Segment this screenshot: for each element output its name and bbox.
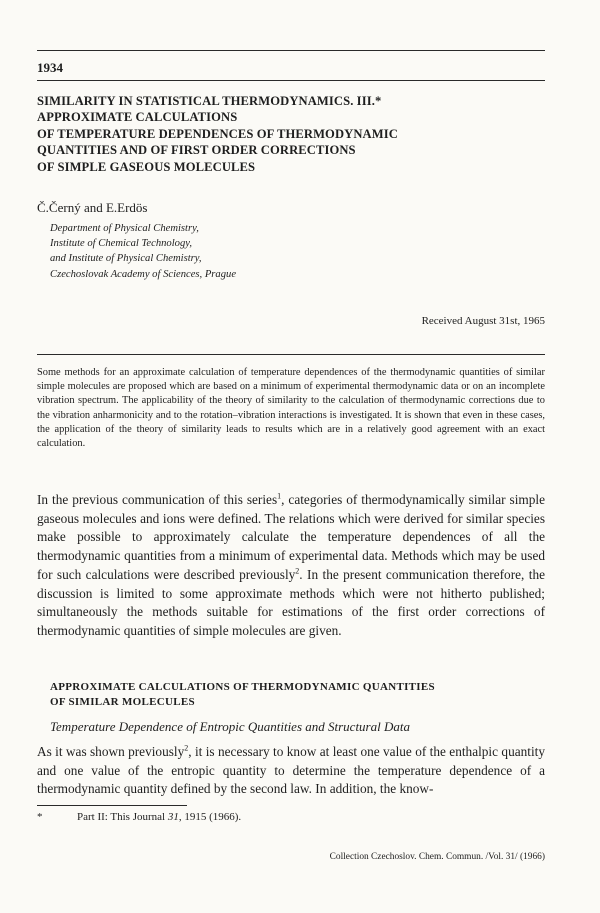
received-date: Received August 31st, 1965 xyxy=(421,315,545,327)
footnote-mark: * xyxy=(37,811,43,823)
affiliation-line: Institute of Chemical Technology, xyxy=(50,238,193,250)
footnote-rule xyxy=(37,805,187,806)
abstract: Some methods for an approximate calculation of temperature dependences of the thermodynamic quantities of similar simple molecules are proposed which are based on a minimum of experimental thermodynamic data or on an incomplete vibration spectrum. The applicability of the theory of similarity to the calculation of thermodynamic corrections due to the vibration anharmonicity and to the rotation–vibration interactions is investigated. It is shown that even in these cases, the application of the theory of similarity leads to results which are in a relatively good agreement with an exact calculation. xyxy=(37,367,545,450)
journal-citation: Collection Czechoslov. Chem. Commun. /Vol. 31/ (1966) xyxy=(329,852,545,862)
footnote-text: , 1915 (1966). xyxy=(178,811,242,823)
affiliation xyxy=(50,221,236,282)
citation-ref: 2 xyxy=(295,566,300,576)
title-line: APPROXIMATE CALCULATIONS xyxy=(37,110,238,125)
article-title xyxy=(37,93,545,175)
authors: Č.Černý and E.Erdös xyxy=(37,200,148,215)
citation-ref: 2 xyxy=(184,743,189,753)
subsection-heading: Temperature Dependence of Entropic Quantities and Structural Data xyxy=(50,719,410,734)
title-line: QUANTITIES AND OF FIRST ORDER CORRECTIONS xyxy=(37,143,356,158)
page-number: 1934 xyxy=(37,60,63,75)
section-heading-line: APPROXIMATE CALCULATIONS OF THERMODYNAMIC QUANTITIES xyxy=(50,681,435,693)
title-line: SIMILARITY IN STATISTICAL THERMODYNAMICS. III.* xyxy=(37,94,382,108)
title-line: OF TEMPERATURE DEPENDENCES OF THERMODYNAMIC xyxy=(37,126,398,141)
footnote-text: Part II: This Journal xyxy=(77,811,168,823)
citation-ref: 1 xyxy=(277,491,282,501)
section-heading-line: OF SIMILAR MOLECULES xyxy=(50,695,195,708)
affiliation-line: and Institute of Physical Chemistry, xyxy=(50,253,202,265)
affiliation-line: Czechoslovak Academy of Sciences, Prague xyxy=(50,268,237,280)
text-run: As it was shown previously xyxy=(37,744,185,759)
text-run: In the previous communication of this series xyxy=(37,492,278,507)
top-rule xyxy=(37,50,545,51)
body-paragraph xyxy=(37,743,545,799)
header-rule xyxy=(37,80,545,81)
text-run: , it is necessary to know at least one value of the enthalpic quantity and one value of the entropic quantity to determine the temperature dependence of a thermodynamic quantity defined by the second law. In addition, the know- xyxy=(37,744,545,797)
footnote-volume: 31 xyxy=(167,811,179,823)
text-run: , categories of thermodynamically similar simple gaseous molecules and ions were defined. The relations which were derived for similar species make possible to approximately calculate the temperature dependences of all the thermodynamic quantities from a minimum of experimental data. Methods which may be used for such calculations were described previously xyxy=(37,492,545,582)
footnote xyxy=(37,811,241,823)
text-run: . In the present communication therefore, the discussion is limited to some approximate methods which were not hitherto published; simultaneously the methods suitable for estimations of the first order corrections of thermodynamic quantities of simple molecules are given. xyxy=(37,566,545,638)
journal-page xyxy=(37,0,545,913)
intro-paragraph xyxy=(37,491,545,641)
abstract-rule xyxy=(37,354,545,355)
section-heading xyxy=(50,680,435,709)
affiliation-line: Department of Physical Chemistry, xyxy=(50,223,199,234)
title-line: OF SIMPLE GASEOUS MOLECULES xyxy=(37,159,256,174)
